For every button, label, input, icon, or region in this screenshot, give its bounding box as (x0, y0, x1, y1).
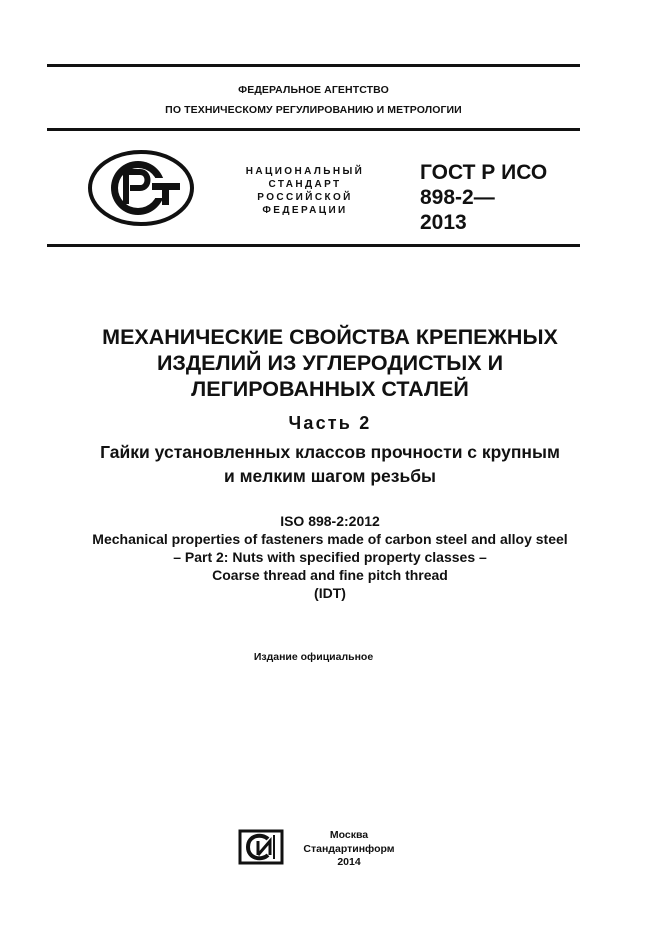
top-divider (47, 64, 580, 67)
part-label: Часть 2 (288, 413, 372, 433)
publisher-info (294, 829, 404, 870)
edition-label: Издание официальное (253, 651, 374, 663)
publication-year: 2014 (337, 856, 361, 868)
agency-line-1: ФЕДЕРАЛЬНОЕ АГЕНТСТВО (238, 84, 389, 96)
national-standard-line: РОССИЙСКОЙ (257, 192, 353, 203)
document-title (40, 324, 620, 402)
iso-reference (20, 512, 640, 602)
standard-divider (47, 244, 580, 247)
agency-header (47, 80, 580, 120)
title-line: МЕХАНИЧЕСКИЕ СВОЙСТВА КРЕПЕЖНЫХ (102, 325, 558, 349)
subtitle-line: Гайки установленных классов прочности с крупным (100, 442, 560, 462)
designation-line: 898-2— (420, 186, 495, 209)
title-line: ИЗДЕЛИЙ ИЗ УГЛЕРОДИСТЫХ И (156, 351, 504, 375)
iso-line: Mechanical properties of fasteners made of carbon steel and alloy steel (92, 531, 568, 547)
subtitle-line: и мелким шагом резьбы (223, 466, 437, 486)
part-subtitle (40, 440, 620, 488)
iso-line: – Part 2: Nuts with specified property classes – (173, 549, 487, 565)
publisher-name: Стандартинформ (303, 842, 395, 855)
iso-line: ISO 898-2:2012 (280, 513, 380, 529)
national-standard-line: ФЕДЕРАЦИИ (262, 205, 348, 216)
standard-designation (420, 160, 580, 235)
rst-gost-r-mark-icon (88, 150, 194, 226)
header-divider (47, 128, 580, 131)
national-standard-label (235, 165, 375, 217)
national-standard-line: СТАНДАРТ (268, 179, 342, 190)
title-line: ЛЕГИРОВАННЫХ СТАЛЕЙ (191, 377, 469, 401)
designation-line: 2013 (420, 211, 467, 234)
standartinform-logo-icon (238, 829, 284, 865)
iso-line: Coarse thread and fine pitch thread (212, 567, 448, 583)
agency-line-2: ПО ТЕХНИЧЕСКОМУ РЕГУЛИРОВАНИЮ И МЕТРОЛОГИИ (165, 104, 462, 116)
national-standard-line: НАЦИОНАЛЬНЫЙ (245, 166, 365, 177)
designation-line: ГОСТ Р ИСО (420, 161, 548, 184)
iso-line: (IDT) (314, 585, 346, 601)
publisher-city: Москва (329, 829, 369, 841)
